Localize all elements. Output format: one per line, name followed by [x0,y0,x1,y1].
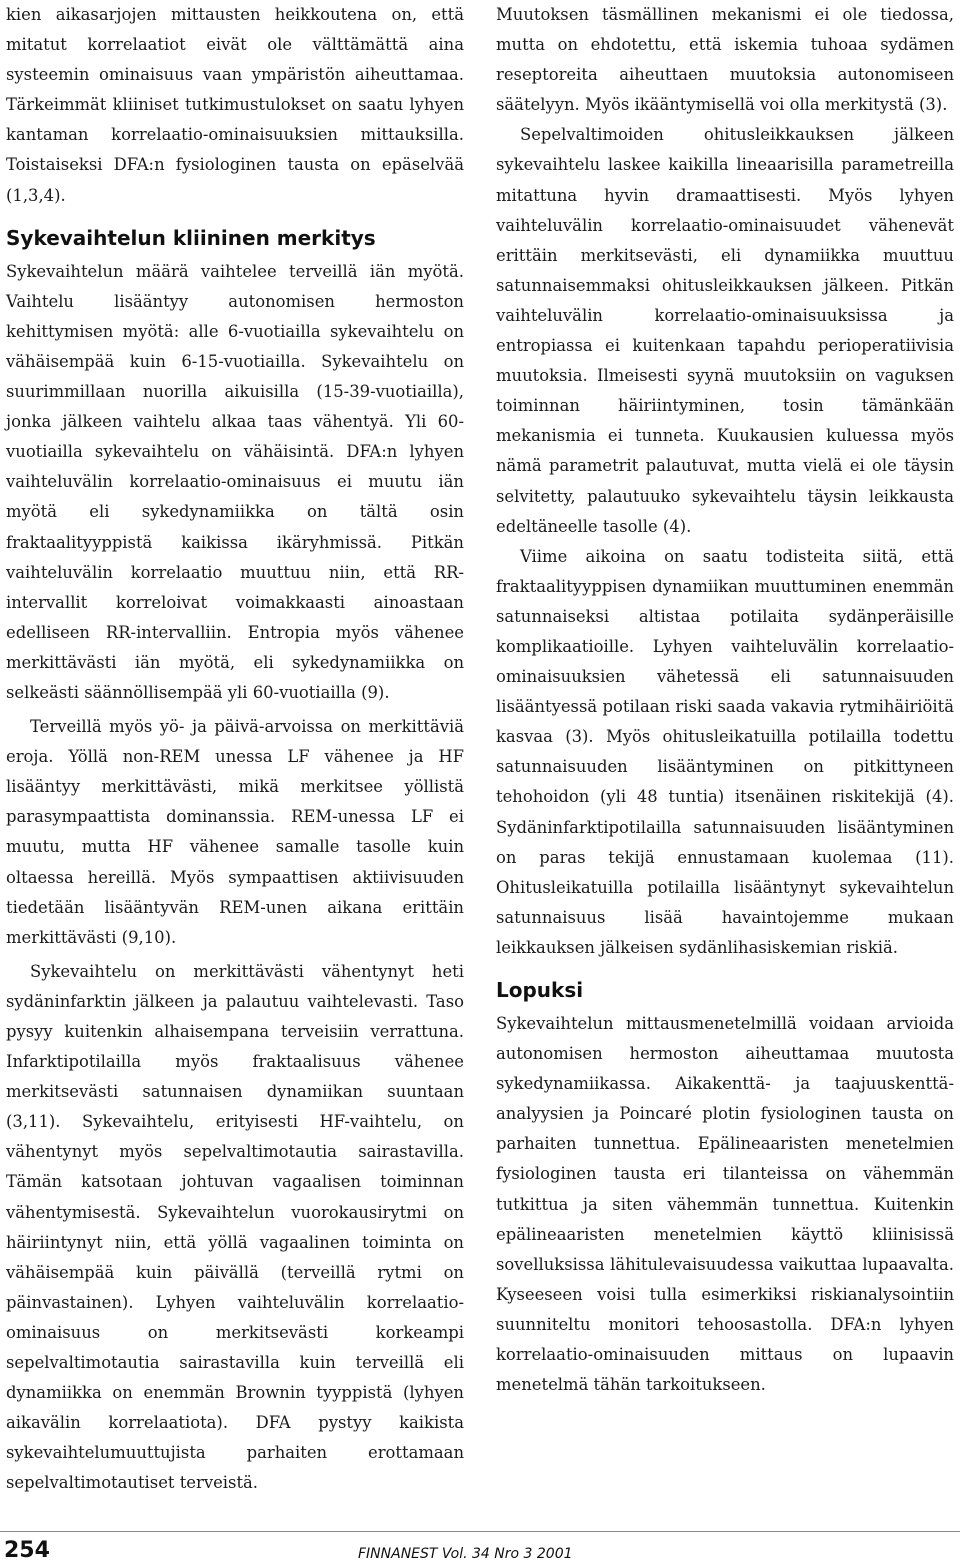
body-paragraph: Terveillä myös yö- ja päivä-arvoissa on merkittäviä eroja. Yöllä non-REM unessa LF vähenee ja HF lisääntyy merkittävästi, mikä merkitsee yöllistä parasympaattista dominanssia. REM-unessa LF ei muutu, mutta HF vähenee samalle tasolle kuin oltaessa hereillä. Myös sympaattisen aktiivisuuden tiedetään lisääntyvän REM-unen aikana erittäin merkittävästi (9,10). [6,717,464,947]
page-number: 254 [4,1538,50,1563]
journal-citation: FINNANEST Vol. 34 Nro 3 2001 [358,1546,573,1562]
body-paragraph: Sykevaihtelun määrä vaihtelee terveillä iän myötä. Vaihtelu lisääntyy autonomisen hermoston kehittymisen myötä: alle 6-vuotiailla sykevaihtelu on vähäisempää kuin 6-15-vuotiailla. Sykevaihtelu on suurimmillaan nuorilla aikuisilla (15-39-vuotiailla), jonka jälkeen vaihtelu alkaa taas vähentyä. Yli 60-vuotiailla sykevaihtelu on vähäisintä. DFA:n lyhyen vaihteluvälin korrelaatio-ominaisuus ei muutu iän myötä eli sykedynamiikka on tältä osin fraktaalityyppistä kaikissa ikäryhmissä. Pitkän vaihteluvälin korrelaatio muuttuu niin, että RR-intervallit korreloivat voimakkaasti ainoastaan edelliseen RR-intervalliin. Entropia myös vähenee merkittävästi iän myötä, eli sykedynamiikka on selkeästi säännöllisempää yli 60-vuotiailla (9). [6,261,464,702]
body-paragraph: Sepelvaltimoiden ohitusleikkauksen jälkeen sykevaihtelu laskee kaikilla lineaarisilla parametreilla mitattuna hyvin dramaattisesti. Myös lyhyen vaihteluvälin korrelaatio-ominaisuudet vähenevät erittäin merkitsevästi, eli dynamiikka muuttuu satunnaisemmaksi ohitusleikkauksen jälkeen. Pitkän vaihteluvälin korrelaatio-ominaisuuksissa ja entropiassa ei kuitenkaan tapahdu perioperatiivisia muutoksia. Ilmeisesti syynä muutoksiin on vaguksen toiminnan häiriintyminen, tosin tämänkään mekanismia ei tunneta. Kuukausien kuluessa myös nämä parametrit palautuvat, mutta vielä ei ole täysin selvitetty, palautuuko sykevaihtelu täysin leikkausta edeltäneelle tasolle (4). [496,125,954,536]
right-column [496,0,954,1400]
body-paragraph: Sykevaihtelu on merkittävästi vähentynyt heti sydäninfarktin jälkeen ja palautuu vaihtelevasti. Taso pysyy kuitenkin alhaisempana terveisiin verrattuna. Infarktipotilailla myös fraktaalisuus vähenee merkitsevästi satunnaisen dynamiikan suuntaan (3,11). Sykevaihtelu, erityisesti HF-vaihtelu, on vähentynyt myös sepelvaltimotautia sairastavilla. Tämän katsotaan johtuvan vagaalisen toiminnan vähentymisestä. Sykevaihtelun vuorokausirytmi on häiriintynyt niin, että yöllä vagaalinen toiminta on vähäisempää kuin päivällä (terveillä rytmi on päinvastainen). Lyhyen vaihteluvälin korrelaatio-ominaisuus on merkitsevästi korkeampi sepelvaltimotautia sairastavilla kuin terveillä eli dynamiikka on enemmän Brownin tyyppistä (lyhyen aikavälin korrelaatiota). DFA pystyy kaikista sykevaihtelumuuttujista parhaiten erottamaan sepelvaltimotautiset terveistä. [6,961,464,1493]
section-heading-conclusion: Lopuksi [496,978,584,1002]
section-heading-clinical-significance: Sykevaihtelun kliininen merkitys [6,225,376,250]
closing-paragraph: Sykevaihtelun mittausmenetelmillä voidaan arvioida autonomisen hermoston aiheuttamaa muutosta sykedynamiikassa. Aikakenttä- ja taajuuskenttä-analyysien ja Poincaré plotin fysiologinen tausta on parhaiten tunnettua. Epälineaaristen menetelmien fysiologinen tausta eri tilanteissa on vähemmän tutkittua ja siten vähemmän tunnettua. Kuitenkin epälineaaristen menetelmien käyttö kliinisissä sovelluksissa lähitulevaisuudessa vaikuttaa lupaavalta. Kyseeseen voisi tulla esimerkiksi riskianalysointiin suunniteltu monitori tehoosastolla. DFA:n lyhyen korrelaatio-ominaisuuden mittaus on lupaavin menetelmä tähän tarkoitukseen. [496,1014,954,1395]
body-paragraph: Viime aikoina on saatu todisteita siitä, että fraktaalityyppisen dynamiikan muuttuminen enemmän satunnaiseksi altistaa potilaita sydänperäisille komplikaatioille. Lyhyen vaihteluvälin korrelaatio-ominaisuuksien vähetessä eli satunnaisuuden lisääntyessä potilaan riski saada vakavia rytmihäiriöitä kasvaa (3). Myös ohitusleikatuilla potilailla todettu satunnaisuuden lisääntyminen on pitkittyneen tehohoidon (yli 48 tuntia) itsenäinen riskitekijä (4). Sydäninfarktipotilailla satunnaisuuden lisääntyminen on paras tekijä ennustamaan kuolemaa (11). Ohitusleikatuilla potilailla lisääntynyt sykevaihtelun satunnaisuus lisää havaintojemme mukaan leikkauksen jälkeisen sydänlihasiskemian riskiä. [496,546,954,957]
left-column [6,0,464,1499]
intro-paragraph: kien aikasarjojen mittausten heikkoutena on, että mitatut korrelaatiot eivät ole välttämättä aina systeemin ominaisuus vaan ympäristön aiheuttamaa. Tärkeimmät kliiniset tutkimustulokset on saatu lyhyen kantaman korrelaatio-ominaisuuksien mittauksilla. Toistaiseksi DFA:n fysiologinen tausta on epäselvää (1,3,4). [6,5,464,205]
footer-divider [0,1531,960,1532]
body-paragraph: Muutoksen täsmällinen mekanismi ei ole tiedossa, mutta on ehdotettu, että iskemia tuhoaa sydämen reseptoreita aiheuttaen muutoksia autonomiseen säätelyyn. Myös ikääntymisellä voi olla merkitystä (3). [496,5,954,115]
